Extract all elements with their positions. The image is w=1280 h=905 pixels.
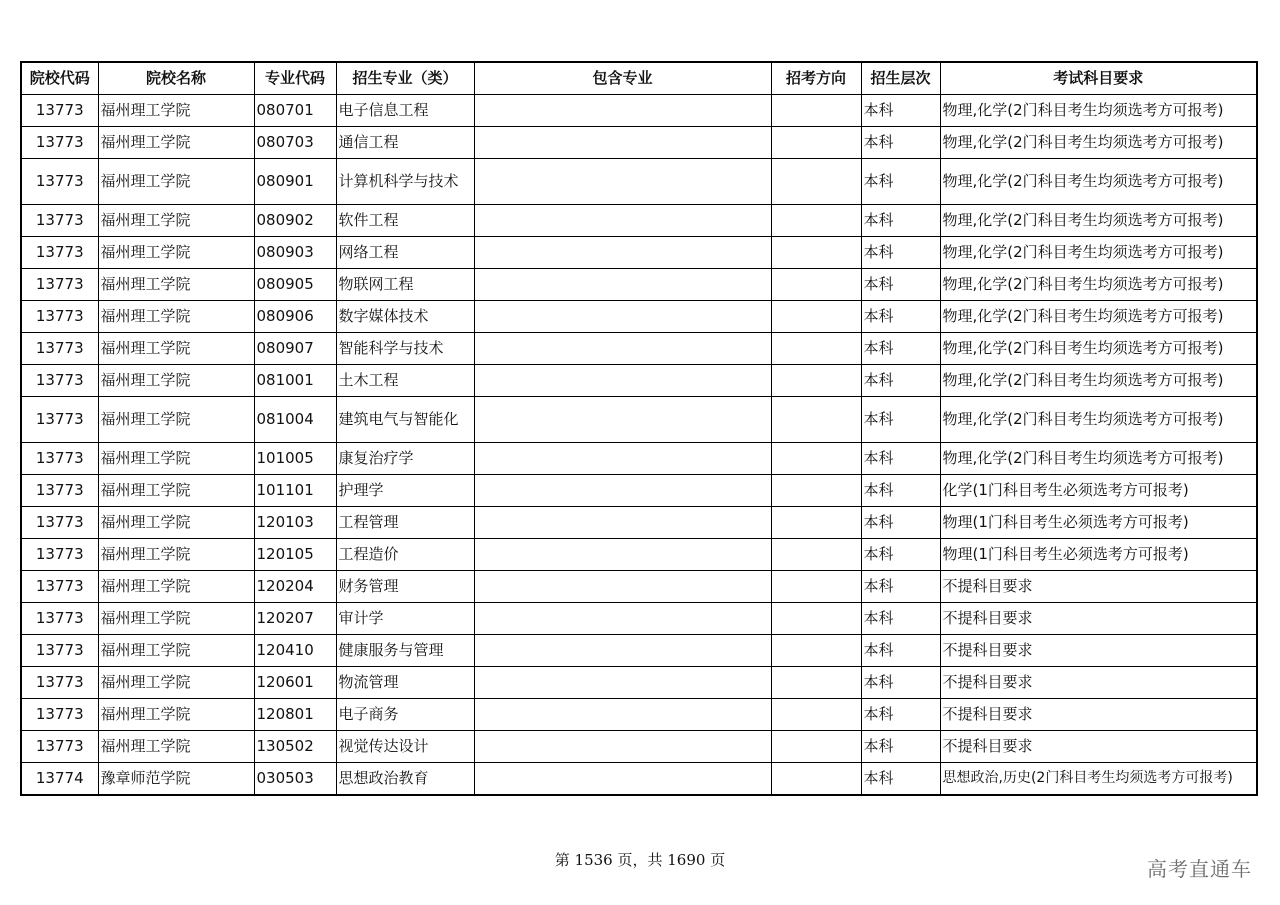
major-code-cell: 080907 — [254, 333, 336, 365]
direction-cell — [771, 205, 861, 237]
school-code-cell: 13773 — [21, 333, 98, 365]
table-row — [21, 159, 1257, 205]
includes-cell — [474, 237, 771, 269]
school-code-cell: 13773 — [21, 127, 98, 159]
table-row — [21, 539, 1257, 571]
direction-cell — [771, 269, 861, 301]
table-row — [21, 699, 1257, 731]
table-row — [21, 237, 1257, 269]
major-cell: 数字媒体技术 — [336, 301, 474, 333]
school-code-cell: 13773 — [21, 731, 98, 763]
includes-cell — [474, 475, 771, 507]
includes-cell — [474, 397, 771, 443]
major-code-cell: 081004 — [254, 397, 336, 443]
header-requirement: 考试科目要求 — [940, 62, 1257, 95]
school-code-cell: 13773 — [21, 635, 98, 667]
major-cell: 智能科学与技术 — [336, 333, 474, 365]
level-cell: 本科 — [861, 603, 940, 635]
includes-cell — [474, 699, 771, 731]
header-school-name: 院校名称 — [98, 62, 254, 95]
direction-cell — [771, 507, 861, 539]
school-name-cell: 福州理工学院 — [98, 269, 254, 301]
school-name-cell: 福州理工学院 — [98, 667, 254, 699]
table-row — [21, 95, 1257, 127]
includes-cell — [474, 507, 771, 539]
includes-cell — [474, 159, 771, 205]
level-cell: 本科 — [861, 507, 940, 539]
direction-cell — [771, 667, 861, 699]
header-includes: 包含专业 — [474, 62, 771, 95]
school-code-cell: 13773 — [21, 269, 98, 301]
direction-cell — [771, 237, 861, 269]
school-code-cell: 13773 — [21, 475, 98, 507]
direction-cell — [771, 333, 861, 365]
requirement-cell: 物理,化学(2门科目考生均须选考方可报考) — [940, 397, 1257, 443]
major-code-cell: 080901 — [254, 159, 336, 205]
requirement-cell: 化学(1门科目考生必须选考方可报考) — [940, 475, 1257, 507]
major-code-cell: 130502 — [254, 731, 336, 763]
table-row — [21, 667, 1257, 699]
includes-cell — [474, 333, 771, 365]
major-code-cell: 120103 — [254, 507, 336, 539]
school-name-cell: 福州理工学院 — [98, 159, 254, 205]
school-name-cell: 福州理工学院 — [98, 397, 254, 443]
requirement-cell: 不提科目要求 — [940, 731, 1257, 763]
school-name-cell: 福州理工学院 — [98, 301, 254, 333]
table-row — [21, 301, 1257, 333]
school-name-cell: 福州理工学院 — [98, 603, 254, 635]
school-name-cell: 福州理工学院 — [98, 237, 254, 269]
major-code-cell: 120601 — [254, 667, 336, 699]
major-cell: 软件工程 — [336, 205, 474, 237]
table-row — [21, 571, 1257, 603]
school-name-cell: 豫章师范学院 — [98, 763, 254, 796]
table-row — [21, 475, 1257, 507]
requirement-cell: 物理,化学(2门科目考生均须选考方可报考) — [940, 205, 1257, 237]
school-code-cell: 13774 — [21, 763, 98, 796]
requirement-cell: 不提科目要求 — [940, 603, 1257, 635]
major-code-cell: 120410 — [254, 635, 336, 667]
requirement-cell: 不提科目要求 — [940, 667, 1257, 699]
table-row — [21, 603, 1257, 635]
direction-cell — [771, 443, 861, 475]
level-cell: 本科 — [861, 443, 940, 475]
major-code-cell: 080902 — [254, 205, 336, 237]
table-row — [21, 635, 1257, 667]
requirement-cell: 思想政治,历史(2门科目考生均须选考方可报考) — [940, 763, 1257, 796]
major-cell: 审计学 — [336, 603, 474, 635]
requirement-cell: 不提科目要求 — [940, 699, 1257, 731]
school-name-cell: 福州理工学院 — [98, 95, 254, 127]
includes-cell — [474, 205, 771, 237]
school-name-cell: 福州理工学院 — [98, 205, 254, 237]
header-major-code: 专业代码 — [254, 62, 336, 95]
major-code-cell: 080903 — [254, 237, 336, 269]
direction-cell — [771, 635, 861, 667]
includes-cell — [474, 571, 771, 603]
school-code-cell: 13773 — [21, 365, 98, 397]
direction-cell — [771, 763, 861, 796]
requirement-cell: 物理(1门科目考生必须选考方可报考) — [940, 507, 1257, 539]
requirement-cell: 物理,化学(2门科目考生均须选考方可报考) — [940, 95, 1257, 127]
includes-cell — [474, 603, 771, 635]
requirement-cell: 物理,化学(2门科目考生均须选考方可报考) — [940, 301, 1257, 333]
major-cell: 物流管理 — [336, 667, 474, 699]
major-cell: 健康服务与管理 — [336, 635, 474, 667]
school-name-cell: 福州理工学院 — [98, 127, 254, 159]
major-cell: 物联网工程 — [336, 269, 474, 301]
major-code-cell: 120105 — [254, 539, 336, 571]
school-name-cell: 福州理工学院 — [98, 507, 254, 539]
major-code-cell: 030503 — [254, 763, 336, 796]
includes-cell — [474, 301, 771, 333]
school-code-cell: 13773 — [21, 699, 98, 731]
major-code-cell: 120801 — [254, 699, 336, 731]
table-row — [21, 365, 1257, 397]
school-code-cell: 13773 — [21, 667, 98, 699]
includes-cell — [474, 365, 771, 397]
requirement-cell: 物理,化学(2门科目考生均须选考方可报考) — [940, 159, 1257, 205]
level-cell: 本科 — [861, 539, 940, 571]
includes-cell — [474, 539, 771, 571]
direction-cell — [771, 539, 861, 571]
school-code-cell: 13773 — [21, 237, 98, 269]
requirement-cell: 物理,化学(2门科目考生均须选考方可报考) — [940, 237, 1257, 269]
level-cell: 本科 — [861, 301, 940, 333]
major-cell: 工程造价 — [336, 539, 474, 571]
school-code-cell: 13773 — [21, 95, 98, 127]
school-code-cell: 13773 — [21, 571, 98, 603]
table-row — [21, 333, 1257, 365]
level-cell: 本科 — [861, 397, 940, 443]
level-cell: 本科 — [861, 269, 940, 301]
level-cell: 本科 — [861, 667, 940, 699]
major-cell: 通信工程 — [336, 127, 474, 159]
header-school-code: 院校代码 — [21, 62, 98, 95]
school-code-cell: 13773 — [21, 603, 98, 635]
includes-cell — [474, 763, 771, 796]
school-name-cell: 福州理工学院 — [98, 571, 254, 603]
school-code-cell: 13773 — [21, 301, 98, 333]
includes-cell — [474, 443, 771, 475]
direction-cell — [771, 127, 861, 159]
major-cell: 计算机科学与技术 — [336, 159, 474, 205]
direction-cell — [771, 603, 861, 635]
admission-table — [20, 61, 1258, 796]
table-row — [21, 507, 1257, 539]
level-cell: 本科 — [861, 95, 940, 127]
major-code-cell: 080906 — [254, 301, 336, 333]
level-cell: 本科 — [861, 333, 940, 365]
school-name-cell: 福州理工学院 — [98, 365, 254, 397]
major-cell: 康复治疗学 — [336, 443, 474, 475]
requirement-cell: 不提科目要求 — [940, 571, 1257, 603]
includes-cell — [474, 95, 771, 127]
school-code-cell: 13773 — [21, 397, 98, 443]
level-cell: 本科 — [861, 699, 940, 731]
direction-cell — [771, 571, 861, 603]
header-direction: 招考方向 — [771, 62, 861, 95]
requirement-cell: 物理(1门科目考生必须选考方可报考) — [940, 539, 1257, 571]
direction-cell — [771, 95, 861, 127]
level-cell: 本科 — [861, 763, 940, 796]
direction-cell — [771, 159, 861, 205]
major-code-cell: 120204 — [254, 571, 336, 603]
major-cell: 土木工程 — [336, 365, 474, 397]
level-cell: 本科 — [861, 159, 940, 205]
header-row — [21, 62, 1257, 95]
includes-cell — [474, 667, 771, 699]
major-code-cell: 080701 — [254, 95, 336, 127]
level-cell: 本科 — [861, 127, 940, 159]
requirement-cell: 物理,化学(2门科目考生均须选考方可报考) — [940, 127, 1257, 159]
major-cell: 护理学 — [336, 475, 474, 507]
direction-cell — [771, 731, 861, 763]
table-row — [21, 731, 1257, 763]
header-level: 招生层次 — [861, 62, 940, 95]
level-cell: 本科 — [861, 237, 940, 269]
major-code-cell: 081001 — [254, 365, 336, 397]
major-cell: 建筑电气与智能化 — [336, 397, 474, 443]
requirement-cell: 物理,化学(2门科目考生均须选考方可报考) — [940, 443, 1257, 475]
school-name-cell: 福州理工学院 — [98, 699, 254, 731]
level-cell: 本科 — [861, 571, 940, 603]
requirement-cell: 物理,化学(2门科目考生均须选考方可报考) — [940, 333, 1257, 365]
level-cell: 本科 — [861, 635, 940, 667]
header-major: 招生专业（类） — [336, 62, 474, 95]
school-name-cell: 福州理工学院 — [98, 443, 254, 475]
requirement-cell: 不提科目要求 — [940, 635, 1257, 667]
major-cell: 财务管理 — [336, 571, 474, 603]
page-number-footer: 第 1536 页，共 1690 页 — [554, 851, 726, 869]
table-row — [21, 763, 1257, 796]
level-cell: 本科 — [861, 365, 940, 397]
major-cell: 电子商务 — [336, 699, 474, 731]
school-code-cell: 13773 — [21, 205, 98, 237]
includes-cell — [474, 269, 771, 301]
major-code-cell: 101101 — [254, 475, 336, 507]
school-name-cell: 福州理工学院 — [98, 539, 254, 571]
major-code-cell: 080703 — [254, 127, 336, 159]
school-name-cell: 福州理工学院 — [98, 635, 254, 667]
major-code-cell: 101005 — [254, 443, 336, 475]
direction-cell — [771, 365, 861, 397]
includes-cell — [474, 731, 771, 763]
major-code-cell: 120207 — [254, 603, 336, 635]
major-cell: 思想政治教育 — [336, 763, 474, 796]
table-row — [21, 127, 1257, 159]
school-code-cell: 13773 — [21, 539, 98, 571]
level-cell: 本科 — [861, 475, 940, 507]
table-row — [21, 269, 1257, 301]
direction-cell — [771, 475, 861, 507]
level-cell: 本科 — [861, 205, 940, 237]
table-row — [21, 397, 1257, 443]
includes-cell — [474, 127, 771, 159]
school-name-cell: 福州理工学院 — [98, 731, 254, 763]
major-code-cell: 080905 — [254, 269, 336, 301]
direction-cell — [771, 397, 861, 443]
table-row — [21, 443, 1257, 475]
school-code-cell: 13773 — [21, 159, 98, 205]
direction-cell — [771, 699, 861, 731]
major-cell: 工程管理 — [336, 507, 474, 539]
major-cell: 视觉传达设计 — [336, 731, 474, 763]
includes-cell — [474, 635, 771, 667]
major-cell: 网络工程 — [336, 237, 474, 269]
table-row — [21, 205, 1257, 237]
level-cell: 本科 — [861, 731, 940, 763]
school-code-cell: 13773 — [21, 443, 98, 475]
direction-cell — [771, 301, 861, 333]
watermark-logo-text: 高考直通车 — [1147, 857, 1252, 881]
school-code-cell: 13773 — [21, 507, 98, 539]
school-name-cell: 福州理工学院 — [98, 333, 254, 365]
school-name-cell: 福州理工学院 — [98, 475, 254, 507]
requirement-cell: 物理,化学(2门科目考生均须选考方可报考) — [940, 269, 1257, 301]
requirement-cell: 物理,化学(2门科目考生均须选考方可报考) — [940, 365, 1257, 397]
major-cell: 电子信息工程 — [336, 95, 474, 127]
